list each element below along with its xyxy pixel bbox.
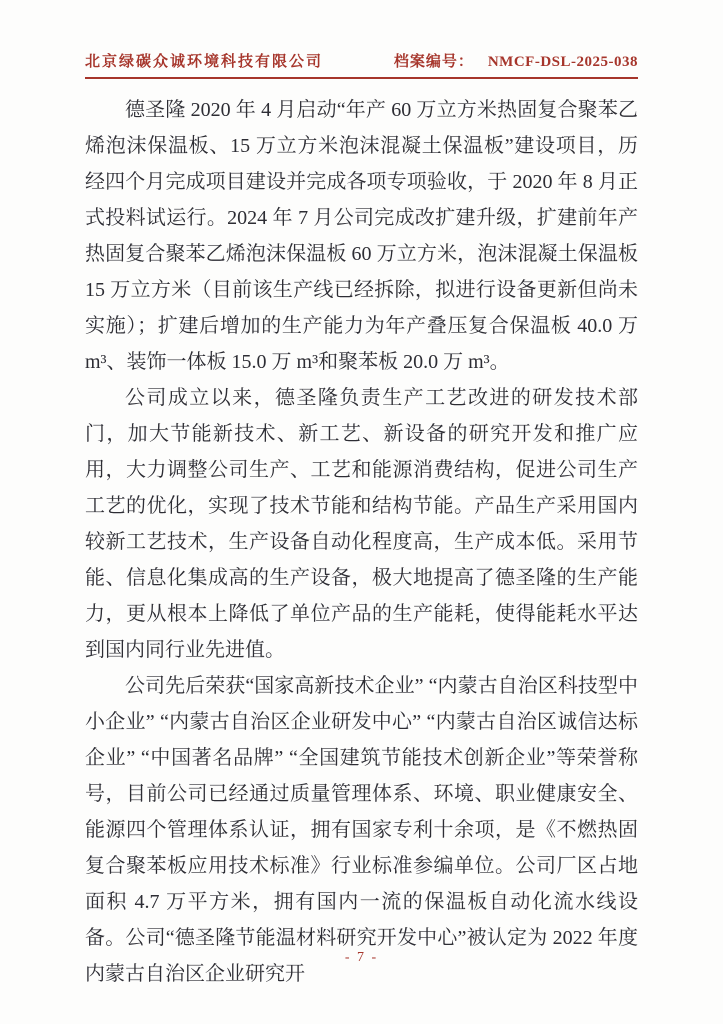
archive-number-value: NMCF-DSL-2025-038 — [487, 54, 638, 70]
page-footer — [0, 950, 723, 966]
page-header — [85, 50, 638, 71]
header-company-name: 北京绿碳众诚环境科技有限公司 — [85, 54, 324, 70]
paragraph-energy-saving: 公司成立以来，德圣隆负责生产工艺改进的研发技术部门，加大节能新技术、新工艺、新设备的研究开发和推广应用，大力调整公司生产、工艺和能源消费结构，促进公司生产工艺的优化，实现了技术节能和结构节能。产品生产采用国内较新工艺技术，生产设备自动化程度高，生产成本低。采用节能、信息化集成高的生产设备，极大地提高了德圣隆的生产能力，更从根本上降低了单位产品的生产能耗，使得能耗水平达到国内同行业先进值。 — [85, 387, 638, 661]
page-number: - 7 - — [344, 950, 379, 965]
document-body — [85, 92, 638, 992]
header-archive — [394, 50, 638, 71]
header-rule — [85, 77, 638, 79]
paragraph-honors: 公司先后荣获“国家高新技术企业” “内蒙古自治区科技型中小企业” “内蒙古自治区企业研发中心” “内蒙古自治区诚信达标企业” “中国著名品牌” “全国建筑节能技术创新企业”等荣誉称号，目前公司已经通过质量管理体系、环境、职业健康安全、能源四个管理体系认证，拥有国家专利十余项，是《不燃热固复合聚苯板应用技术标准》行业标准参编单位。公司厂区占地面积 4.7 万平方米，拥有国内一流的保温板自动化流水线设备。公司“德圣隆节能温材料研究开发中心”被认定为 2022 年度内蒙古自治区企业研究开 — [85, 675, 638, 985]
paragraph-project-construction: 德圣隆 2020 年 4 月启动“年产 60 万立方米热固复合聚苯乙烯泡沫保温板、15 万立方米泡沫混凝土保温板”建设项目，历经四个月完成项目建设并完成各项专项验收，于 2020 年 8 月正式投料试运行。2024 年 7 月公司完成改扩建升级，扩建前年产热固复合聚苯乙烯泡沫保温板 60 万立方米，泡沫混凝土保温板 15 万立方米（目前该生产线已经拆除，拟进行设备更新但尚未实施）；扩建后增加的生产能力为年产叠压复合保温板 40.0 万 m³、装饰一体板 15.0 万 m³和聚苯板 20.0 万 m³。 — [85, 99, 638, 373]
archive-number-label: 档案编号： — [393, 54, 474, 70]
